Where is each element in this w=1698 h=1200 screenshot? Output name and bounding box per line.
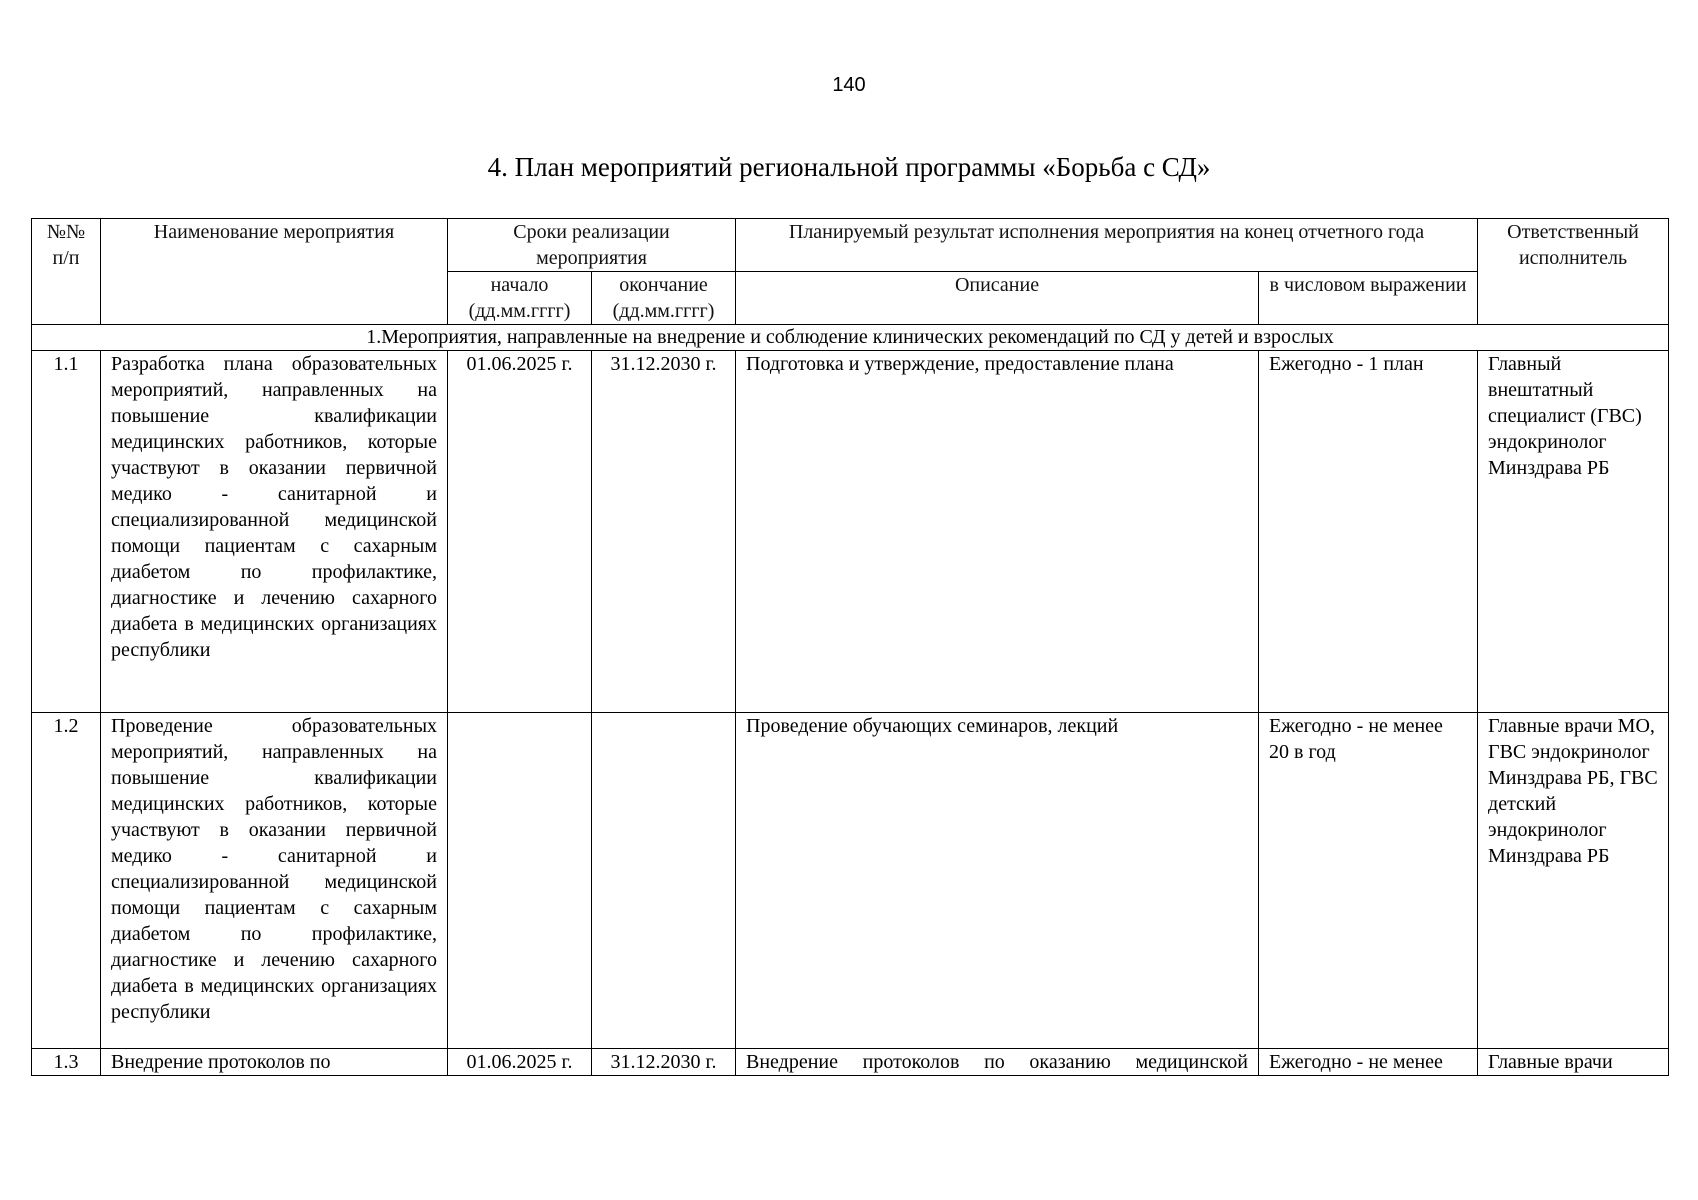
responsible-executor: Главный внештатный специалист (ГВС) эндокринолог Минздрава РБ [1478, 351, 1669, 713]
responsible-executor: Главные врачи МО, ГВС эндокринолог Минздрава РБ, ГВС детский эндокринолог Минздрава РБ [1478, 713, 1669, 1049]
header-numeric: в числовом выражении [1259, 272, 1478, 325]
row-number: 1.3 [32, 1049, 101, 1076]
responsible-executor: Главные врачи [1478, 1049, 1669, 1076]
header-start: начало (дд.мм.гггг) [448, 272, 592, 325]
header-responsible: Ответственный исполнитель [1478, 219, 1669, 325]
result-numeric: Ежегодно - не менее [1259, 1049, 1478, 1076]
end-date [592, 713, 736, 1049]
table-header-row [32, 219, 1669, 272]
start-date: 01.06.2025 г. [448, 1049, 592, 1076]
result-numeric: Ежегодно - не менее 20 в год [1259, 713, 1478, 1049]
page-number: 140 [832, 74, 866, 96]
header-description: Описание [736, 272, 1259, 325]
row-number: 1.1 [32, 351, 101, 713]
header-end: окончание (дд.мм.гггг) [592, 272, 736, 325]
header-result: Планируемый результат исполнения мероприятия на конец отчетного года [736, 219, 1478, 272]
activity-name: Разработка плана образовательных мероприятий, направленных на повышение квалификации медицинских работников, которые участвуют в оказании первичной медико - санитарной и специализированной медицинской помощи пациентам с сахарным диабетом по профилактике, диагностике и лечению сахарного диабета в медицинских организациях республики [101, 351, 448, 713]
header-terms: Сроки реализации мероприятия [448, 219, 736, 272]
section-row [32, 325, 1669, 351]
end-date: 31.12.2030 г. [592, 351, 736, 713]
section-title: 1.Мероприятия, направленные на внедрение и соблюдение клинических рекомендаций по СД у детей и взрослых [32, 325, 1669, 351]
table-row [32, 351, 1669, 713]
table-row [32, 1049, 1669, 1076]
result-description: Проведение обучающих семинаров, лекций [736, 713, 1259, 1049]
activity-name: Внедрение протоколов по [101, 1049, 448, 1076]
document-title: 4. План мероприятий региональной программы «Борьба с СД» [487, 152, 1211, 182]
table-row [32, 713, 1669, 1049]
row-number: 1.2 [32, 713, 101, 1049]
header-name: Наименование мероприятия [101, 219, 448, 325]
activity-name: Проведение образовательных мероприятий, направленных на повышение квалификации медицинских работников, которые участвуют в оказании первичной медико - санитарной и специализированной медицинской помощи пациентам с сахарным диабетом по профилактике, диагностике и лечению сахарного диабета в медицинских организациях республики [101, 713, 448, 1049]
result-description: Подготовка и утверждение, предоставление плана [736, 351, 1259, 713]
start-date [448, 713, 592, 1049]
end-date: 31.12.2030 г. [592, 1049, 736, 1076]
start-date: 01.06.2025 г. [448, 351, 592, 713]
result-description: Внедрение протоколов по оказанию медицинской [736, 1049, 1259, 1076]
result-numeric: Ежегодно - 1 план [1259, 351, 1478, 713]
action-plan-table [31, 218, 1669, 1076]
header-num: №№ п/п [32, 219, 101, 325]
